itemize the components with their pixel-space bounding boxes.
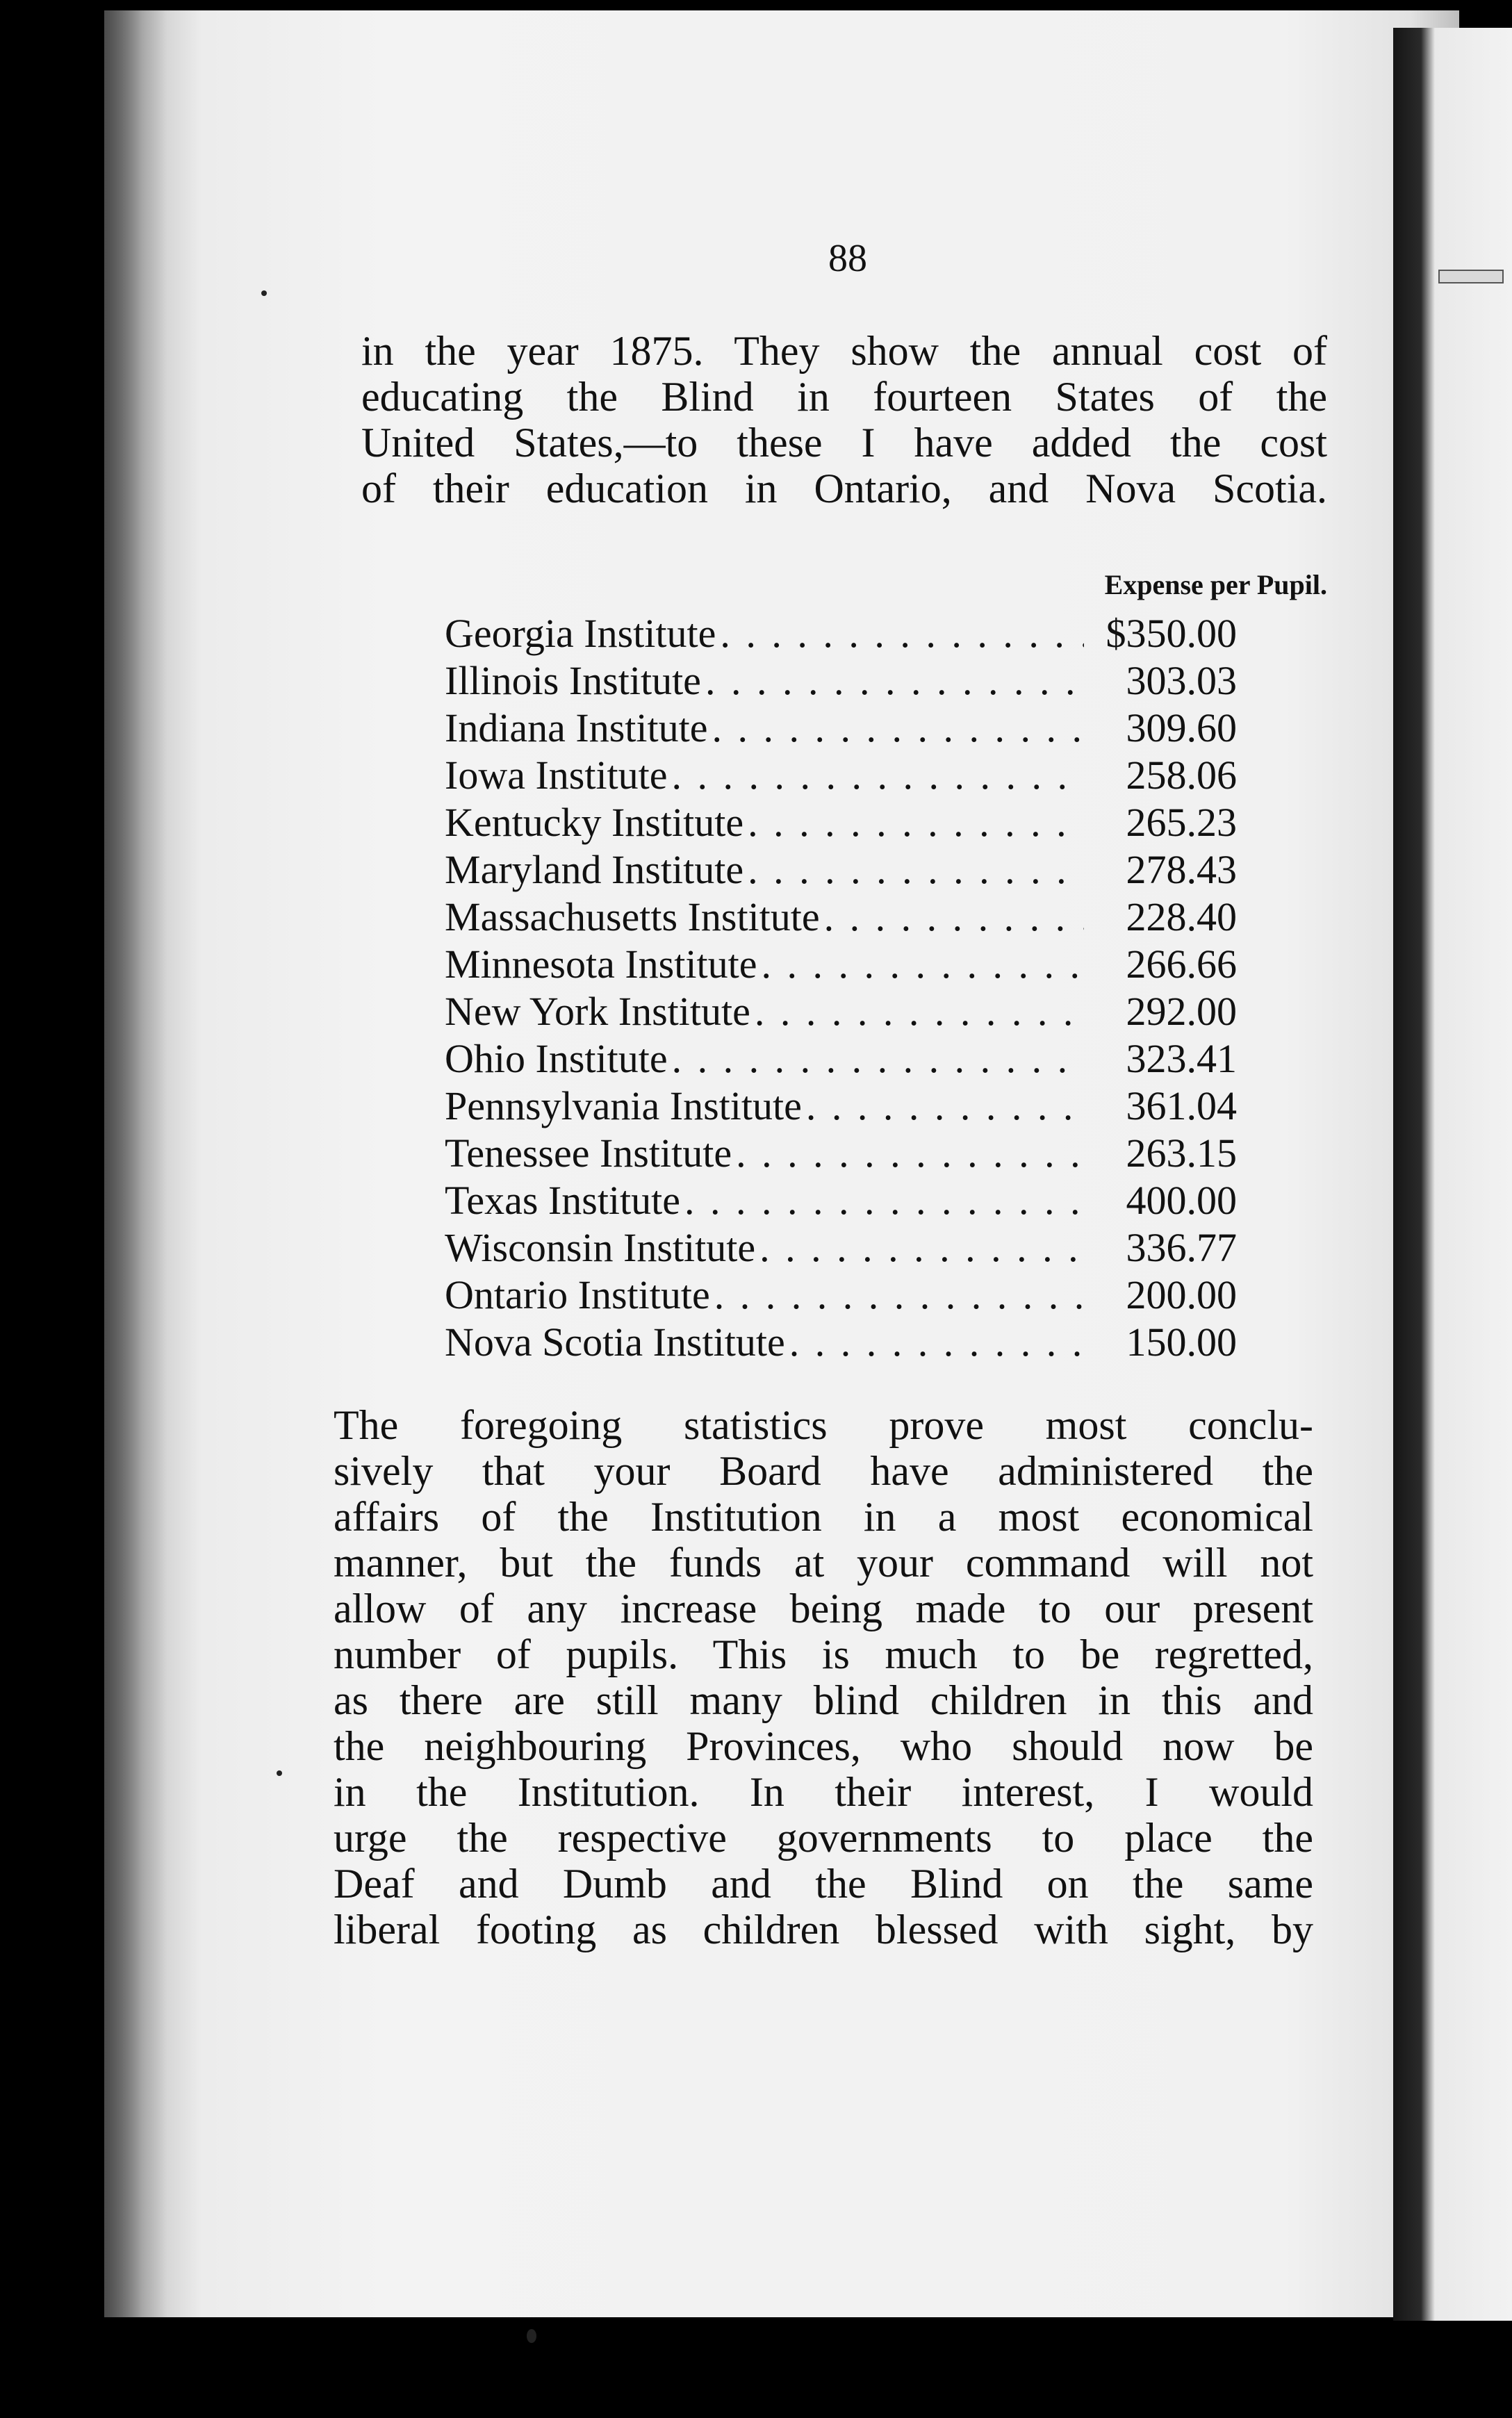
- text-line: liberal footing as children blessed with sight, by: [334, 1907, 1313, 1952]
- institute-name: Massachusetts Institute: [445, 894, 820, 939]
- expense-value: 263.15: [1126, 1130, 1237, 1176]
- institute-name: Ontario Institute: [445, 1272, 710, 1317]
- text-line: affairs of the Institution in a most economical: [334, 1494, 1313, 1540]
- table-row: [445, 1272, 1237, 1319]
- next-page-edge: [1393, 28, 1512, 2321]
- expense-value: 265.23: [1126, 800, 1237, 845]
- institute-name: Indiana Institute: [445, 705, 708, 750]
- institute-name: Wisconsin Institute: [445, 1225, 756, 1270]
- table-row: [445, 1177, 1237, 1224]
- text-line: the neighbouring Provinces, who should now be: [334, 1723, 1313, 1769]
- text-line: Deaf and Dumb and the Blind on the same: [334, 1861, 1313, 1907]
- leader-dots: [680, 1177, 1084, 1224]
- text-line: The foregoing statistics prove most conclu-: [334, 1402, 1313, 1448]
- leader-dots: [710, 1272, 1084, 1319]
- text-line: United States,—to these I have added the cost: [361, 420, 1327, 466]
- text-line: number of pupils. This is much to be regretted,: [334, 1631, 1313, 1677]
- text-line: sively that your Board have administered the: [334, 1448, 1313, 1494]
- leader-dots: [708, 705, 1084, 752]
- leader-dots: [820, 894, 1084, 941]
- binding-shadow: [104, 10, 167, 2317]
- table-row: [445, 988, 1237, 1035]
- text-line: of their education in Ontario, and Nova Scotia.: [361, 466, 1327, 511]
- leader-dots: [701, 657, 1084, 705]
- expense-value: $350.00: [1106, 611, 1237, 656]
- table-row: [445, 1130, 1237, 1177]
- table-row: [445, 1224, 1237, 1272]
- institute-name: New York Institute: [445, 989, 750, 1034]
- text-line: allow of any increase being made to our present: [334, 1586, 1313, 1631]
- expense-value: 309.60: [1126, 705, 1237, 750]
- leader-dots: [750, 988, 1084, 1035]
- leader-dots: [668, 752, 1084, 799]
- table-row: [445, 657, 1237, 705]
- expense-value: 278.43: [1126, 847, 1237, 892]
- table-row: [445, 846, 1237, 894]
- table-row: [445, 1035, 1237, 1083]
- table-row: [445, 1319, 1237, 1366]
- institute-name: Illinois Institute: [445, 658, 701, 703]
- expense-value: 323.41: [1126, 1036, 1237, 1081]
- table-row: [445, 752, 1237, 799]
- dust-speck: [277, 1770, 282, 1776]
- intro-paragraph: [361, 328, 1327, 511]
- institute-name: Ohio Institute: [445, 1036, 668, 1081]
- text-line: manner, but the funds at your command will not: [334, 1540, 1313, 1586]
- page-tab-marker: [1438, 270, 1504, 283]
- table-row: [445, 894, 1237, 941]
- text-line: in the Institution. In their interest, I would: [334, 1769, 1313, 1815]
- expense-table: [445, 610, 1237, 1366]
- text-line: as there are still many blind children in this and: [334, 1677, 1313, 1723]
- dust-speck: [261, 290, 267, 296]
- institute-name: Kentucky Institute: [445, 800, 744, 845]
- expense-value: 361.04: [1126, 1083, 1237, 1128]
- institute-name: Nova Scotia Institute: [445, 1319, 785, 1365]
- leader-dots: [743, 846, 1084, 894]
- institute-name: Pennsylvania Institute: [445, 1083, 802, 1128]
- institute-name: Texas Institute: [445, 1178, 681, 1223]
- dust-speck: [527, 2329, 536, 2343]
- page-number: 88: [828, 237, 867, 280]
- leader-dots: [755, 1224, 1084, 1272]
- expense-value: 400.00: [1126, 1178, 1237, 1223]
- expense-value: 258.06: [1126, 752, 1237, 798]
- institute-name: Minnesota Institute: [445, 941, 757, 987]
- text-line: urge the respective governments to place the: [334, 1815, 1313, 1861]
- institute-name: Tenessee Institute: [445, 1130, 732, 1176]
- expense-value: 292.00: [1126, 989, 1237, 1034]
- institute-name: Maryland Institute: [445, 847, 744, 892]
- expense-value: 150.00: [1126, 1319, 1237, 1365]
- table-row: [445, 799, 1237, 846]
- expense-value: 303.03: [1126, 658, 1237, 703]
- conclusion-paragraph: [334, 1402, 1313, 1952]
- leader-dots: [743, 799, 1084, 846]
- leader-dots: [668, 1035, 1084, 1083]
- expense-value: 228.40: [1126, 894, 1237, 939]
- table-row: [445, 1083, 1237, 1130]
- expense-value: 200.00: [1126, 1272, 1237, 1317]
- expense-value: 266.66: [1126, 941, 1237, 987]
- text-line: educating the Blind in fourteen States of the: [361, 374, 1327, 420]
- table-column-header: Expense per Pupil.: [1104, 569, 1327, 600]
- text-line: in the year 1875. They show the annual cost of: [361, 328, 1327, 374]
- leader-dots: [757, 941, 1084, 988]
- institute-name: Georgia Institute: [445, 611, 716, 656]
- table-row: [445, 941, 1237, 988]
- expense-value: 336.77: [1126, 1225, 1237, 1270]
- leader-dots: [802, 1083, 1084, 1130]
- table-row: [445, 610, 1237, 657]
- table-row: [445, 705, 1237, 752]
- leader-dots: [716, 610, 1084, 657]
- leader-dots: [785, 1319, 1084, 1366]
- leader-dots: [732, 1130, 1084, 1177]
- institute-name: Iowa Institute: [445, 752, 668, 798]
